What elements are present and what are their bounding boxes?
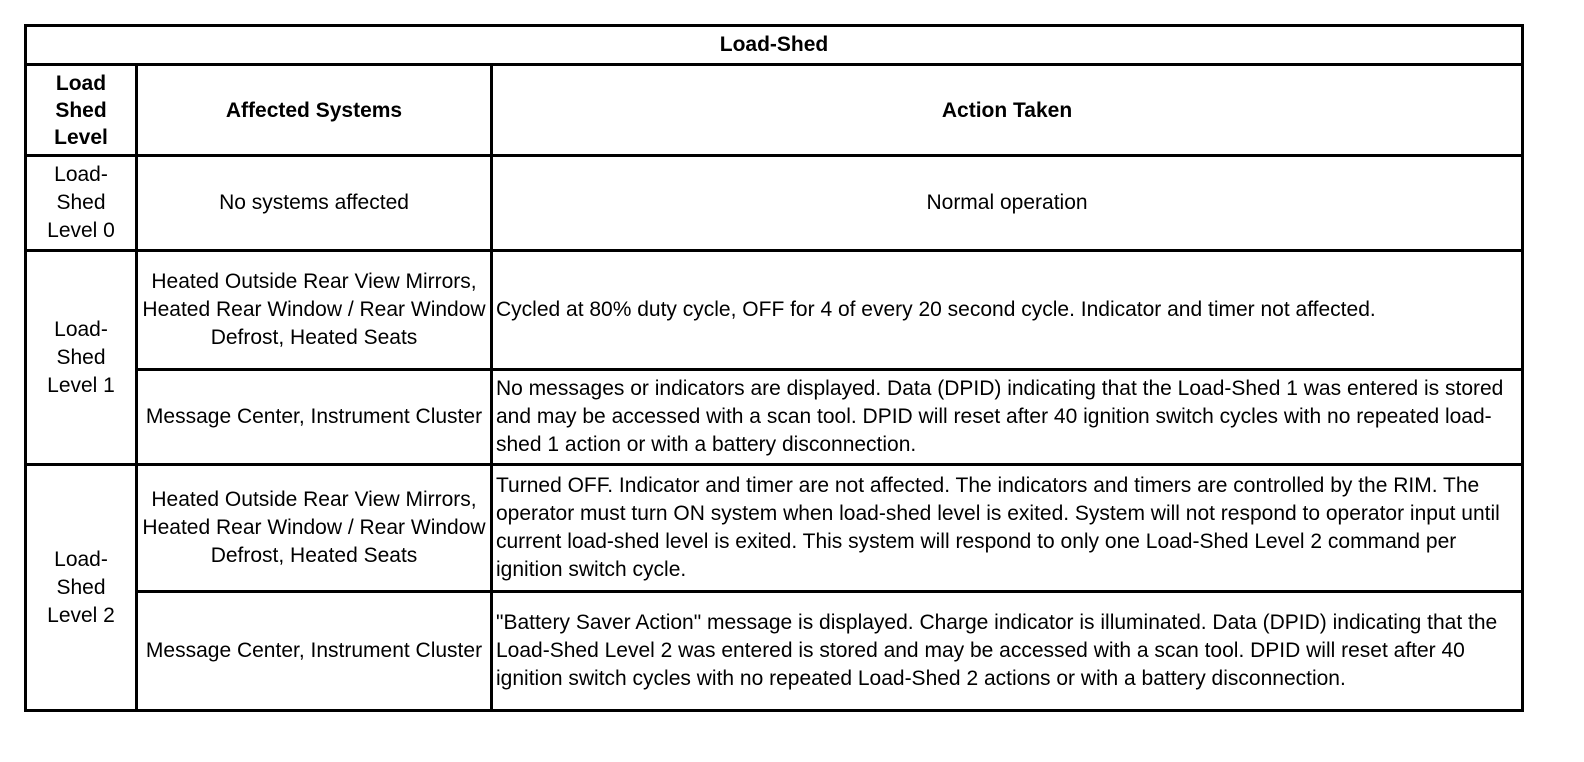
column-header-level: Load Shed Level [26, 65, 137, 156]
action-cell: Turned OFF. Indicator and timer are not affected. The indicators and timers are controlled by the RIM. The operator must turn ON system when load-shed level is exited. System will not respond to operator input until current load-shed level is exited. This system will respond to only one Load-Shed Level 2 command per ignition switch cycle. [492, 465, 1523, 592]
level-cell: Load-Shed Level 2 [26, 465, 137, 711]
column-header-action: Action Taken [492, 65, 1523, 156]
table-row [26, 370, 1523, 465]
table-row [26, 156, 1523, 251]
column-header-systems: Affected Systems [137, 65, 492, 156]
systems-cell: No systems affected [137, 156, 492, 251]
level-cell: Load-Shed Level 1 [26, 251, 137, 465]
table-title-row [26, 26, 1523, 65]
table-header-row [26, 65, 1523, 156]
table-row [26, 592, 1523, 711]
action-cell: Normal operation [492, 156, 1523, 251]
systems-cell: Message Center, Instrument Cluster [137, 370, 492, 465]
systems-cell: Heated Outside Rear View Mirrors, Heated Rear Window / Rear Window Defrost, Heated Seats [137, 251, 492, 370]
table-row [26, 465, 1523, 592]
action-cell: Cycled at 80% duty cycle, OFF for 4 of every 20 second cycle. Indicator and timer not affected. [492, 251, 1523, 370]
action-cell: "Battery Saver Action" message is displayed. Charge indicator is illuminated. Data (DPID) indicating that the Load-Shed Level 2 was entered is stored and may be accessed with a scan tool. DPID will reset after 40 ignition switch cycles with no repeated Load-Shed 2 actions or with a battery disconnection. [492, 592, 1523, 711]
systems-cell: Message Center, Instrument Cluster [137, 592, 492, 711]
action-cell: No messages or indicators are displayed. Data (DPID) indicating that the Load-Shed 1 was entered is stored and may be accessed with a scan tool. DPID will reset after 40 ignition switch cycles with no repeated load-shed 1 action or with a battery disconnection. [492, 370, 1523, 465]
table-row [26, 251, 1523, 370]
level-cell: Load-Shed Level 0 [26, 156, 137, 251]
load-shed-table [24, 24, 1524, 712]
table-title: Load-Shed [26, 26, 1523, 65]
systems-cell: Heated Outside Rear View Mirrors, Heated Rear Window / Rear Window Defrost, Heated Seats [137, 465, 492, 592]
